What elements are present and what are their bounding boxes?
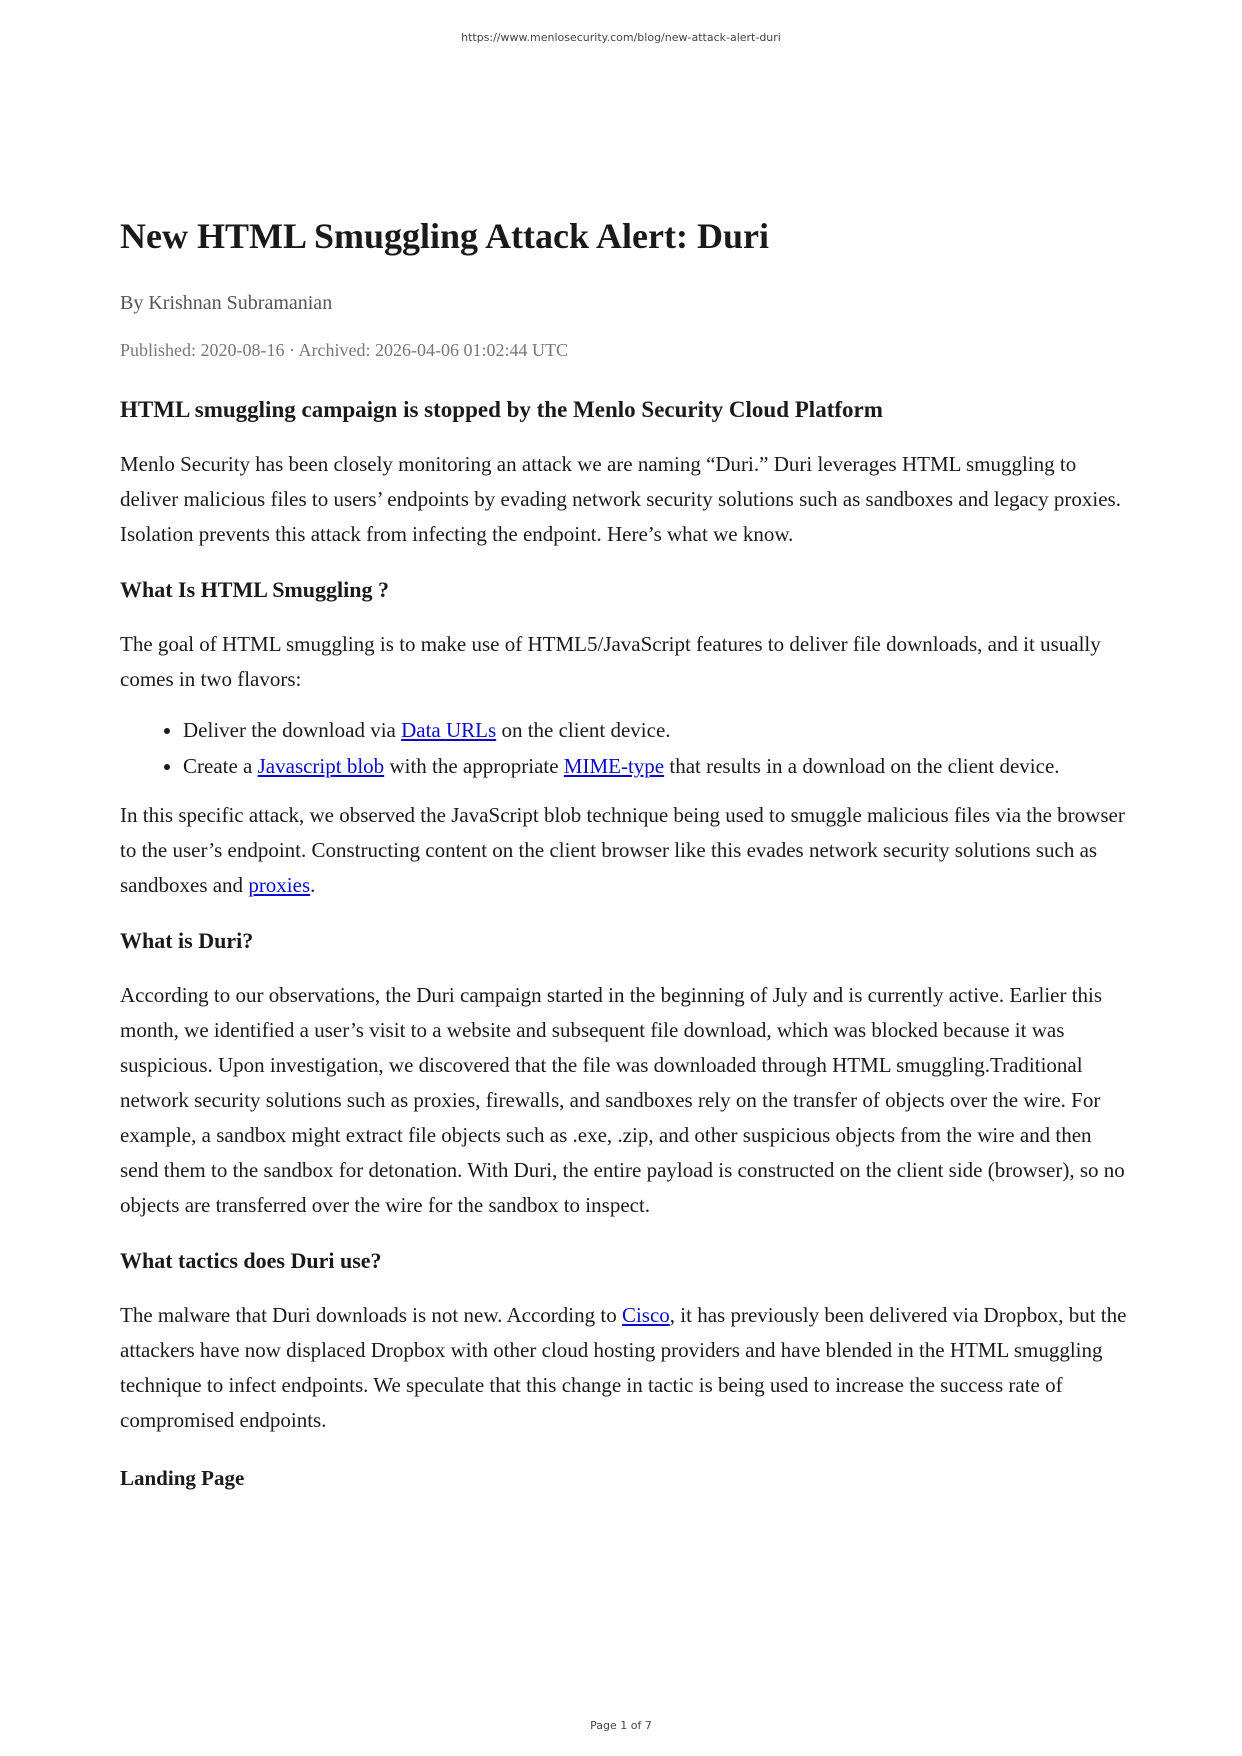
list-item	[183, 712, 1130, 748]
author-byline: By Krishnan Subramanian	[120, 292, 333, 314]
smuggling-flavors-list	[120, 712, 1130, 784]
intro-paragraph: Menlo Security has been closely monitoring an attack we are naming “Duri.” Duri leverages HTML smuggling to deliver malicious files to users’ endpoints by evading network security solutions such as sandboxes and legacy proxies. Isolation prevents this attack from infecting the endpoint. Here’s what we know.	[120, 452, 1121, 546]
list-item-text: on the client device.	[496, 718, 671, 742]
duri-paragraph: According to our observations, the Duri campaign started in the beginning of July and is currently active. Earlier this month, we identified a user’s visit to a website and subsequent file download, which was blocked because it was suspicious. Upon investigation, we discovered that the file was downloaded through HTML smuggling.Traditional network security solutions such as proxies, firewalls, and sandboxes rely on the transfer of objects over the wire. For example, a sandbox might extract file objects such as .exe, .zip, and other suspicious objects from the wire and then send them to the sandbox for detonation. With Duri, the entire payload is constructed on the client side (browser), so no objects are transferred over the wire for the sandbox to inspect.	[120, 983, 1125, 1217]
page-number: Page 1 of 7	[590, 1719, 652, 1732]
cisco-link[interactable]: Cisco	[621, 1303, 670, 1327]
mime-type-link[interactable]: MIME-type	[563, 754, 665, 778]
html-smuggling-paragraph: The goal of HTML smuggling is to make use of HTML5/JavaScript features to deliver file downloads, and it usually comes in two flavors:	[120, 632, 1101, 691]
section-heading-duri-tactics: What tactics does Duri use?	[120, 1248, 382, 1273]
publish-meta: Published: 2020-08-16 · Archived: 2026-04-06 01:02:44 UTC	[120, 340, 568, 360]
proxies-link[interactable]: proxies	[248, 873, 311, 897]
tactics-paragraph	[120, 1298, 1130, 1438]
paragraph-text: .	[310, 873, 316, 897]
paragraph-text: In this specific attack, we observed the JavaScript blob technique being used to smuggle malicious files via the browser to the user’s endpoint. Constructing content on the client browser like this evades network security solutions such as sandboxes and	[120, 803, 1125, 897]
article-subtitle: HTML smuggling campaign is stopped by the Menlo Security Cloud Platform	[120, 397, 883, 422]
section-heading-landing-page: Landing Page	[120, 1466, 245, 1490]
page-url: https://www.menlosecurity.com/blog/new-attack-alert-duri	[461, 31, 781, 44]
list-item-text: that results in a download on the client device.	[664, 754, 1060, 778]
list-item-text: Deliver the download via	[183, 718, 402, 742]
javascript-blob-link[interactable]: Javascript blob	[257, 754, 385, 778]
paragraph-text: , it has previously been delivered via Dropbox, but the attackers have now displaced Dropbox with other cloud hosting providers and have blended in the HTML smuggling technique to infect endpoints. We speculate that this change in tactic is being used to increase the success rate of compromised endpoints.	[120, 1303, 1127, 1432]
article	[120, 212, 1130, 1492]
data-urls-link[interactable]: Data URLs	[401, 718, 497, 742]
page-title: New HTML Smuggling Attack Alert: Duri	[120, 216, 769, 256]
section-heading-what-is-duri: What is Duri?	[120, 928, 254, 953]
list-item-text: with the appropriate	[384, 754, 564, 778]
paragraph-text: The malware that Duri downloads is not new. According to	[120, 1303, 622, 1327]
blob-technique-paragraph	[120, 798, 1130, 903]
list-item-text: Create a	[183, 754, 258, 778]
section-heading-html-smuggling: What Is HTML Smuggling ?	[120, 577, 389, 602]
list-item	[183, 748, 1130, 784]
